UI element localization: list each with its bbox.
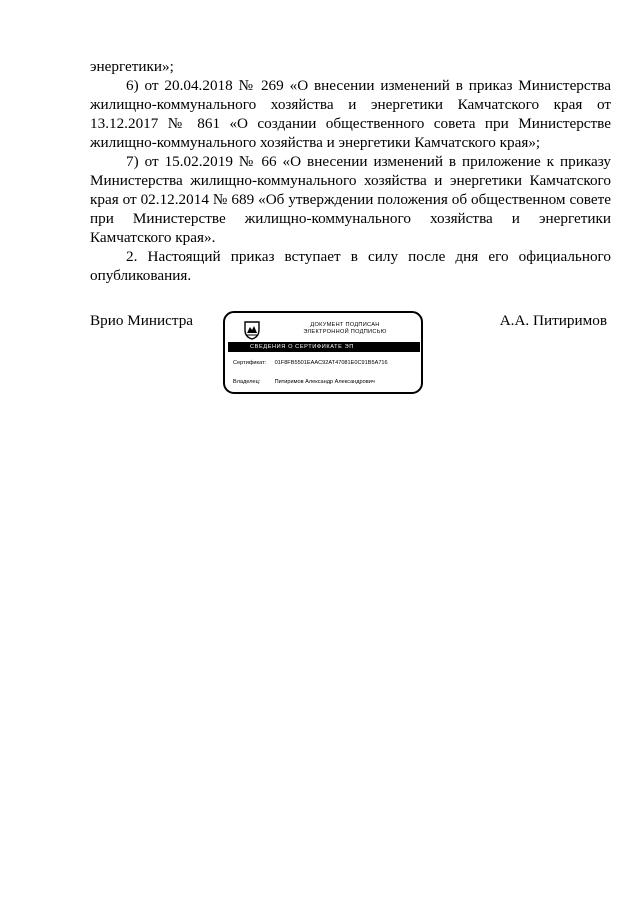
paragraph-effective: 2. Настоящий приказ вступает в силу после дня его официального опубликования. <box>90 248 611 284</box>
paragraph-continuation: энергетики»; <box>90 58 174 75</box>
signer-name: А.А. Питиримов <box>499 312 607 329</box>
certificate-label: Сертификат: <box>233 360 267 366</box>
stamp-title-line-1: ДОКУМЕНТ ПОДПИСАН <box>310 322 380 328</box>
owner-row <box>233 379 375 386</box>
coat-of-arms-icon <box>243 320 261 340</box>
document-body <box>90 57 611 285</box>
certificate-value: 01F8FB5501EAAC92AT47081E0C91B5A716 <box>274 360 388 366</box>
stamp-title <box>285 322 405 336</box>
certificate-row <box>233 360 388 367</box>
stamp-title-line-2: ЭЛЕКТРОННОЙ ПОДПИСЬЮ <box>303 329 387 335</box>
list-item-7: 7) от 15.02.2019 № 66 «О внесении изменений в приложение к приказу Министерства жилищно-коммунального хозяйства и энергетики Камчатского края от 02.12.2014 № 689 «Об утверждении положения об общественном совете при Министерстве жилищно-коммунального хозяйства и энергетики Камчатского края». <box>90 153 611 246</box>
signer-position: Врио Министра <box>90 312 194 329</box>
owner-label: Владелец: <box>233 379 261 385</box>
owner-value: Питиримов Александр Александрович <box>274 379 375 385</box>
signature-block <box>0 311 640 401</box>
electronic-signature-stamp <box>223 311 423 394</box>
list-item-6: 6) от 20.04.2018 № 269 «О внесении изменений в приказ Министерства жилищно-коммунального хозяйства и энергетики Камчатского края от 13.12.2017 № 861 «О создании общественного совета при Министерстве жилищно-коммунального хозяйства и энергетики Камчатского края»; <box>90 77 611 151</box>
stamp-header: СВЕДЕНИЯ О СЕРТИФИКАТЕ ЭП <box>228 342 420 352</box>
